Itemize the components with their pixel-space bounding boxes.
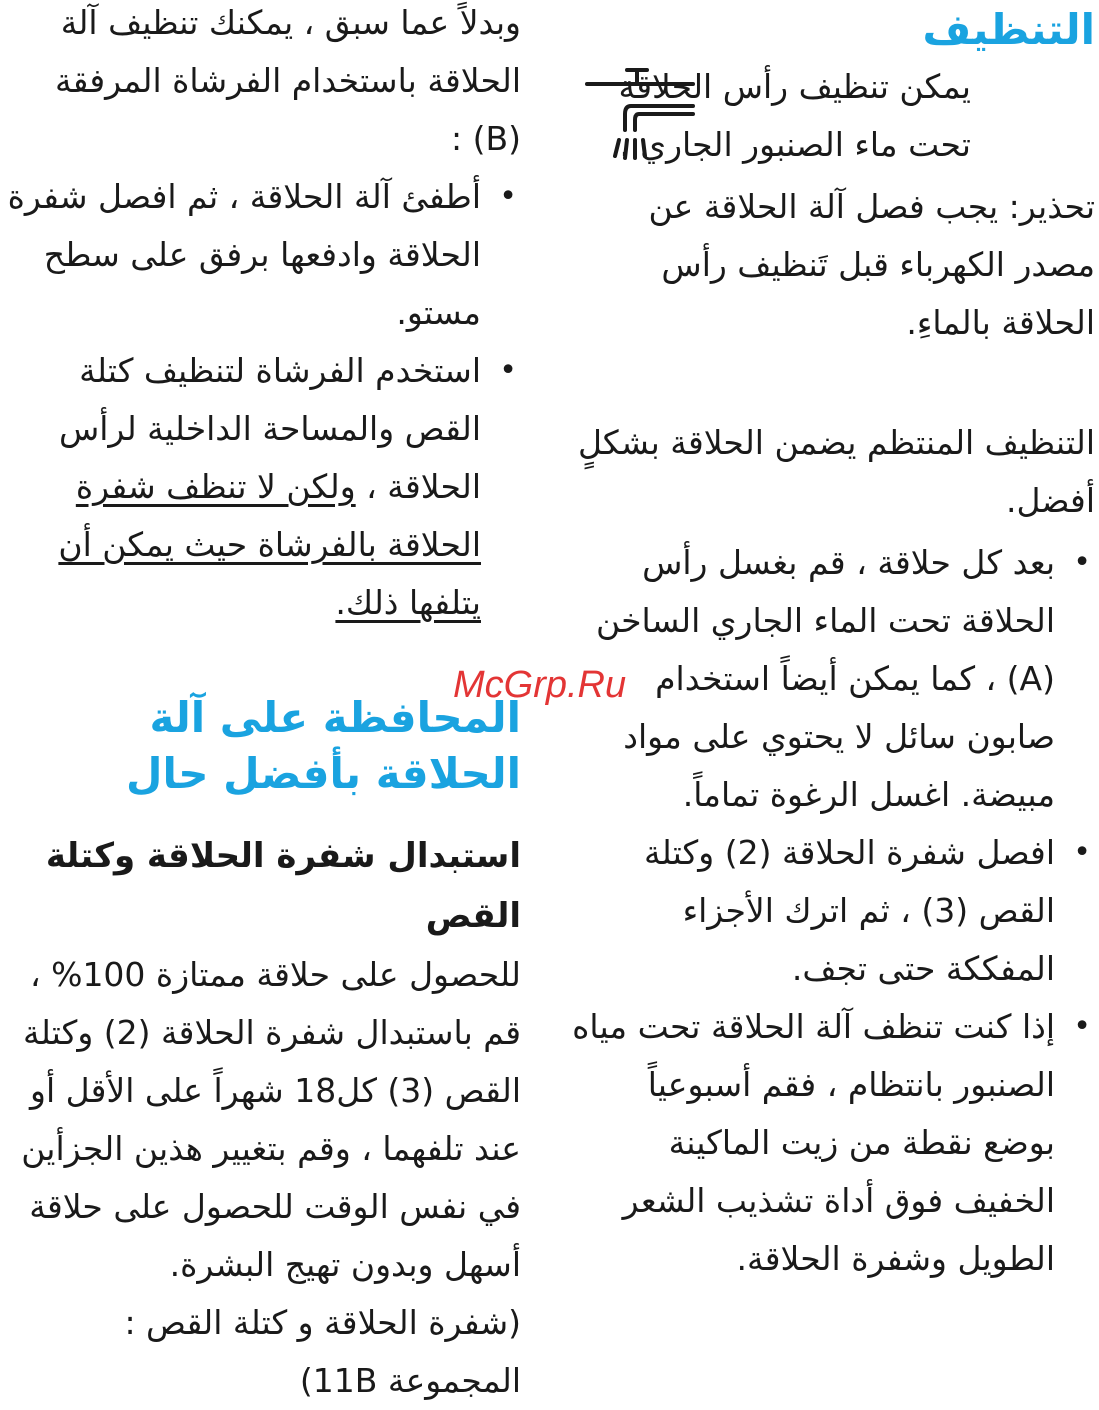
right-column (571, 0, 1095, 1288)
brush-intro: وبدلاً عما سبق ، يمكنك تنظيف آلة الحلاقة باستخدام الفرشاة المرفقة (B) : (54, 3, 521, 158)
replace-parts-body: للحصول على حلاقة ممتازة 100% ، قم باستبدال شفرة الحلاقة (2) وكتلة القص (3) كل18 شهراً على الأقل أو عند تلفهما ، وقم بتغيير هذين الجزأين في نفس الوقت للحصول على حلاقة أسهل وبدون تهيج البشرة. (21, 955, 521, 1284)
watermark: McGrp.Ru (453, 664, 627, 706)
brush-warning-underlined: ولكن لا تنظف شفرة الحلاقة بالفرشاة حيث يمكن أن يتلفها ذلك. (58, 467, 481, 622)
tap-line-2: تحت ماء الصنبور الجاري . (619, 125, 971, 164)
cleaning-title: التنظيف (922, 5, 1095, 54)
replace-parts-title: استبدال شفرة الحلاقة وكتلة القص (45, 836, 521, 936)
tap-line-1: يمكن تنظيف رأس الحلاقة (618, 67, 971, 106)
bullet-icon: • (1073, 1009, 1091, 1044)
list-item: • بعد كل حلاقة ، قم بغسل رأس الحلاقة تحت الماء الجاري الساخن (A) ، كما يمكن أيضاً استخدام صابون سائل لا يحتوي على مواد مبيضة. اغسل الرغوة تماماً. (571, 534, 1095, 824)
replacement-part-number: (شفرة الحلاقة و كتلة القص : المجموعة 11B) (124, 1303, 521, 1400)
left-column (2, 0, 521, 1410)
list-item: • أطفئ آلة الحلاقة ، ثم افصل شفرة الحلاقة وادفعها برفق على سطح مستو. (2, 168, 521, 342)
list-item: • استخدم الفرشاة لتنظيف كتلة القص والمساحة الداخلية لرأس الحلاقة ، ولكن لا تنظف شفرة الحلاقة بالفرشاة حيث يمكن أن يتلفها ذلك. (2, 342, 521, 632)
regular-cleaning-text: التنظيف المنتظم يضمن الحلاقة بشكلٍ أفضل. (577, 423, 1095, 520)
list-item: • افصل شفرة الحلاقة (2) وكتلة القص (3) ، ثم اترك الأجزاء المفككة حتى تجف. (571, 824, 1095, 998)
cleaning-steps (571, 534, 1095, 1288)
brush-steps (2, 168, 521, 632)
warning-text: تحذير: يجب فصل آلة الحلاقة عن مصدر الكهرباء قبل تَنظيف رأس الحلاقة بالماءِ. (648, 187, 1095, 342)
bullet-icon: • (499, 179, 517, 214)
tap-instruction (571, 58, 1095, 178)
bullet-icon: • (1073, 545, 1091, 580)
maintenance-title: المحافظة على آلة الحلاقة بأفضل حال (126, 693, 521, 798)
bullet-icon: • (1073, 835, 1091, 870)
bullet-icon: • (499, 353, 517, 388)
faucet-icon (585, 64, 695, 168)
list-item: • إذا كنت تنظف آلة الحلاقة تحت مياه الصنبور بانتظام ، فقم أسبوعياً بوضع نقطة من زيت الماكينة الخفيف فوق أداة تشذيب الشعر الطويل وشفرة الحلاقة. (571, 998, 1095, 1288)
